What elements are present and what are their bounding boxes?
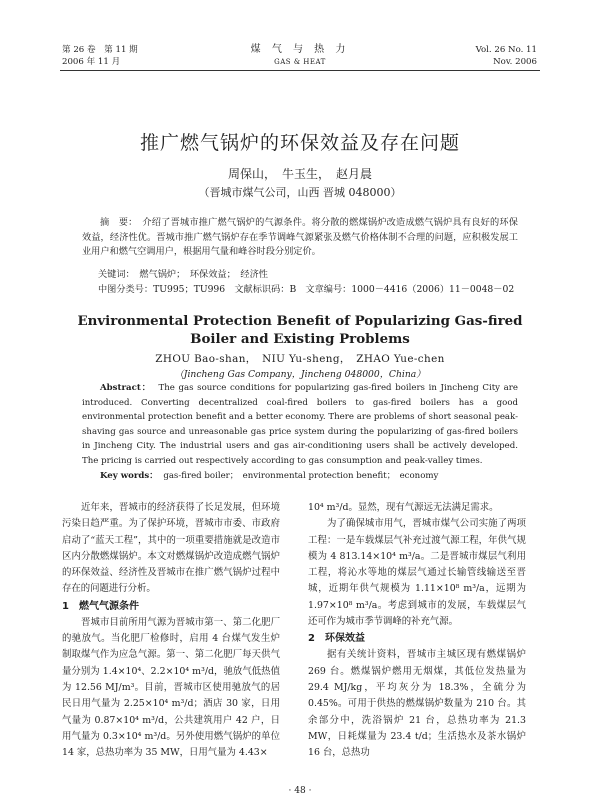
paper-title-en	[60, 312, 540, 348]
keywords-en-label: Key words：	[100, 471, 158, 481]
section-1-paragraph-2: 为了确保城市用气，晋城市煤气公司实施了两项工程：一是车载煤层气补充过渡气源工程，年供气规模为 4 813.14×10⁴ m³/a。二是晋城市煤层气利用工程，将沁水等地的煤层气通过长输管线输送至晋城，近期年供气规模为 1.11×10⁸ m³/a，远期为 1.97×10⁸ m³/a。考虑到城市的发展，车载煤层气还可作为城市季节调峰的补充气源。	[308, 518, 526, 628]
affiliation-cn: （晋城市煤气公司，山西 晋城 048000）	[198, 186, 402, 199]
abstract-cn-text: 摘 要： 介绍了晋城市推广燃气锅炉的气源条件。将分散的燃煤锅炉改造成燃气锅炉具有良好的环保效益，经济性优。晋城市推广燃气锅炉存在季节调峰气源紧张及燃气价格体制不合理的问题，应积极发展工业用户和燃气空调用户，根据用气量和峰谷时段分别定价。	[82, 217, 518, 258]
section-1-paragraph-1-continued: 10⁴ m³/d。显然，现有气源远无法满足需求。	[308, 502, 499, 513]
body-column-left	[62, 500, 280, 761]
abstract-en-text: The gas source conditions for popularizing gas-fired boilers in Jincheng City are introduced. Converting decentralized coal-fired boilers to gas-fired boilers has a good environmental protection benefit and a better economy. There are problems of short seasonal peak-shaving gas source and unreasonable gas price system during the popularizing of gas-fired boilers in Jincheng City. The industrial users and gas air-conditioning users shall be actively developed. The pricing is carried out respectively according to gas consumption and peak-valley times.	[82, 383, 518, 466]
running-header-volume-en	[476, 44, 537, 68]
paper-title-cn: 推广燃气锅炉的环保效益及存在问题	[139, 132, 460, 154]
abstract-en-label: Abstract：	[100, 383, 152, 393]
abstract-en	[82, 381, 518, 469]
keywords-cn: 关键词： 燃气锅炉； 环保效益； 经济性	[98, 269, 268, 280]
section-1-heading: 1 燃气气源条件	[62, 600, 139, 612]
section-1-paragraph-1: 晋城市目前所用气源为晋城市第一、第二化肥厂的驰放气。当化肥厂检修时，启用 4 台煤气发生炉制取煤气作为应急气源。第一、第二化肥厂每天供气量分别为 1.4×10⁴、2.2×10⁴ m³/d，驰放气低热值为 12.56 MJ/m³。目前，晋城市区使用驰放气的居民日用气量为 2.25×10⁴ m³/d；酒店 30 家，日用气量为 0.87×10⁴ m³/d，公共建筑用户 42 户，日用气量为 0.3×10⁴ m³/d。另外使用燃气锅炉的单位 14 家，总热功率为 35 MW，日用气量为 4.43×	[62, 616, 280, 759]
section-2-paragraph-1: 据有关统计资料，晋城市主城区现有燃煤锅炉 269 台。燃煤锅炉燃用无烟煤，其低位发热量为 29.4 MJ/kg，平均灰分为 18.3%，全硫分为 0.45%。可用于供热的燃煤锅炉数量为 210 台。其余部分中，洗浴锅炉 21 台，总热功率为 21.3 MW，日耗煤量为 23.4 t/d；生活热水及茶水锅炉 16 台，总热功	[308, 649, 526, 759]
journal-name-en: GAS & HEAT	[274, 58, 326, 66]
header-rule	[60, 70, 540, 71]
affiliation-en: （Jincheng Gas Company，Jincheng 048000，China）	[174, 369, 426, 380]
keywords-en	[100, 469, 438, 481]
section-2-heading: 2 环保效益	[308, 633, 365, 645]
journal-name-cn: 煤 气 与 热 力	[250, 44, 350, 55]
running-header-volume	[62, 44, 138, 68]
paper-title-en-line2: Boiler and Existing Problems	[190, 331, 410, 347]
keywords-en-text: gas-fired boiler； environmental protection benefit； economy	[163, 471, 439, 481]
volume-issue: 第 26 卷 第 11 期	[62, 45, 138, 55]
abstract-cn	[82, 216, 518, 260]
page-number: · 48 ·	[288, 786, 312, 796]
classification-cn: 中图分类号：TU995；TU996 文献标识码：B 文章编号：1000－4416（2006）11－0048－02	[98, 284, 515, 295]
intro-paragraph: 近年来，晋城市的经济获得了长足发展，但环境污染日趋严重。为了保护环境，晋城市市委、市政府启动了“蓝天工程”，其中的一项重要措施就是改造市区内分散燃煤锅炉。本文对燃煤锅炉改造成燃气锅炉的环保效益、经济性及晋城市在推广燃气锅炉过程中存在的问题进行分析。	[62, 502, 280, 595]
volume-issue-en: Vol. 26 No. 11	[475, 45, 537, 55]
body-column-right	[308, 500, 526, 761]
issue-date-en: Nov. 2006	[493, 57, 537, 67]
paper-title-en-line1: Environmental Protection Benefit of Popularizing Gas-fired	[77, 313, 523, 329]
authors-cn: 周保山， 牛玉生， 赵月晨	[227, 167, 372, 181]
authors-en: ZHOU Bao-shan， NIU Yu-sheng， ZHAO Yue-chen	[155, 353, 445, 365]
issue-date: 2006 年 11 月	[62, 57, 121, 67]
running-header-journal	[200, 44, 400, 68]
